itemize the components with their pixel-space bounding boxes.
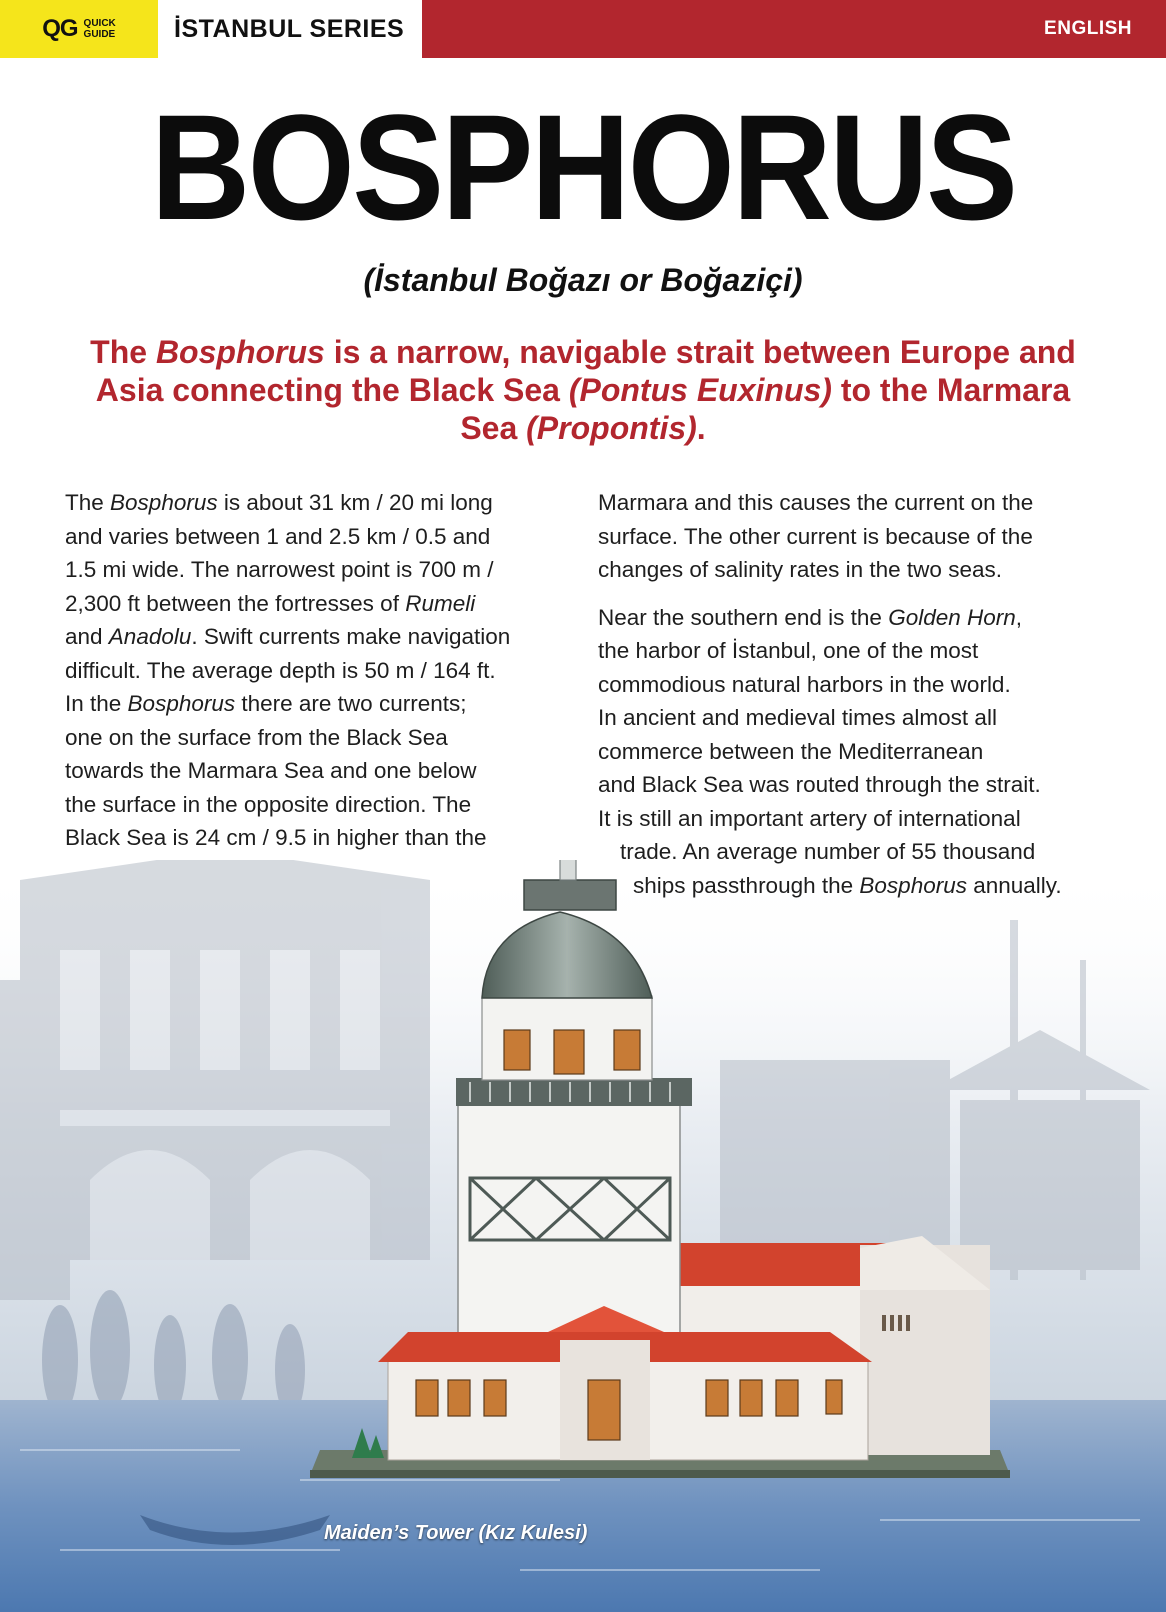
brand-sub-quick: QUICK [83,18,116,29]
page-title: BOSPHORUS [150,83,1016,251]
brand-subtitle [84,18,116,40]
page-subtitle: (İstanbul Boğazı or Boğaziçi) [363,262,803,298]
text-line: the surface in the opposite direction. The [65,791,472,817]
header-bar [0,0,1166,58]
illustration-caption: Maiden’s Tower (Kız Kulesi) [324,1522,588,1544]
text-line: It is still an important artery of international [598,805,1021,831]
brand-sub-guide: GUIDE [83,29,116,40]
brand-logo [0,0,158,58]
text-line: The Bosphorus is about 31 km / 20 mi long [65,490,493,515]
lead-italic-1: Bosphorus [155,334,325,370]
lead-italic-2: (Pontus Euxinus) [568,372,832,408]
lead-italic-3: (Propontis) [526,410,697,446]
lead-part-2: is a narrow, navigable strait between Europe and Asia connecting the Black Sea [95,334,1076,408]
text-line: commodious natural harbors in the world. [598,671,1011,697]
text-line: In ancient and medieval times almost all [598,705,997,730]
text-line: changes of salinity rates in the two seas. [598,557,1002,582]
lead-part-4: . [696,410,706,446]
brand-mark: QG [42,15,78,42]
text-line: one on the surface from the Black Sea [65,724,448,750]
text-line: commerce between the Mediterranean [598,738,984,764]
text-line: trade. An average number of 55 thousand [620,839,1036,864]
text-line: and Anadolu. Swift currents make navigation [65,624,511,649]
text-line: and Black Sea was routed through the strait. [598,772,1041,797]
language-label: ENGLISH [422,0,1166,58]
body-column-right [598,486,1098,902]
text-line: Near the southern end is the Golden Horn, [598,604,1023,630]
maidens-tower-illustration [0,860,1166,1612]
text-line: 1.5 mi wide. The narrowest point is 700 m / [65,557,494,582]
text-line: In the Bosphorus there are two currents; [65,691,467,716]
left-paragraph [65,486,575,855]
text-line: and varies between 1 and 2.5 km / 0.5 and [65,523,491,549]
text-line: 2,300 ft between the fortresses of Rumeli [65,590,476,616]
right-paragraph-1 [598,486,1098,587]
text-line: Black Sea is 24 cm / 9.5 in higher than the [65,825,487,850]
text-line: towards the Marmara Sea and one below [65,758,477,783]
text-line: difficult. The average depth is 50 m / 164 ft. [65,657,496,683]
lead-part-1: The [90,334,156,370]
text-line: ships passthrough the Bosphorus annually. [633,872,1062,898]
lead-paragraph [70,333,1096,447]
text-line: surface. The other current is because of the [598,523,1033,549]
text-line: the harbor of İstanbul, one of the most [598,638,979,663]
body-column-left [65,486,575,855]
series-label: İSTANBUL SERIES [174,14,405,43]
text-line: Marmara and this causes the current on the [598,490,1034,515]
lead-part-3: to the Marmara Sea [460,372,1071,446]
right-paragraph-2 [598,601,1098,903]
